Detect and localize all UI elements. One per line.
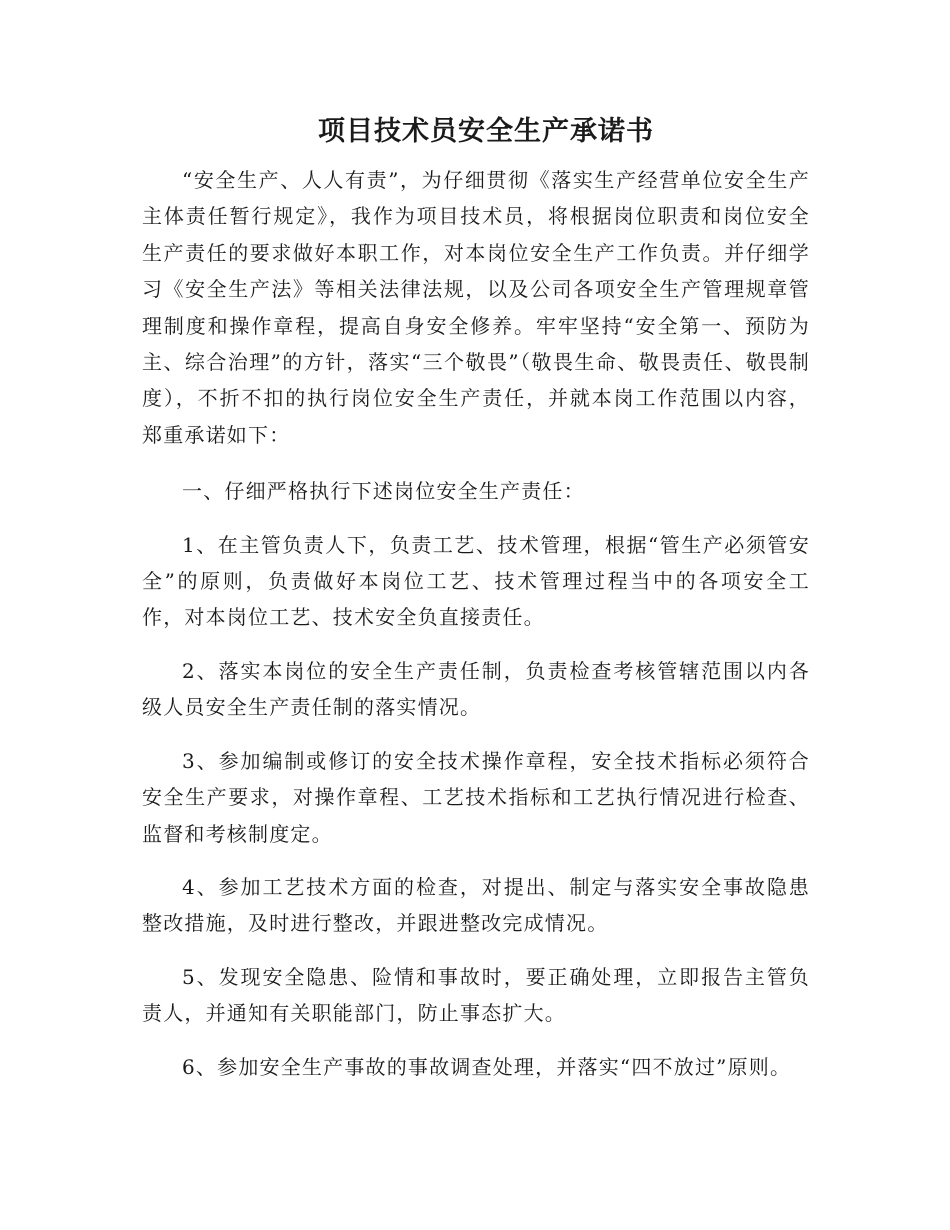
clause-6: 6、参加安全生产事故的事故调查处理，并落实“四不放过”原则。: [182, 1054, 792, 1079]
document-title: 项目技术员安全生产承诺书: [318, 116, 654, 147]
clause-5: 5、发现安全隐患、险情和事故时，要正确处理，立即报告主管负责人，并通知有关职能部门，防止事态扩大。: [142, 964, 810, 1026]
intro-paragraph: “安全生产、人人有责”，为仔细贯彻《落实生产经营单位安全生产主体责任暂行规定》，我作为项目技术员，将根据岗位职责和岗位安全生产责任的要求做好本职工作，对本岗位安全生产工作负责。并仔细学习《安全生产法》等相关法律法规，以及公司各项安全生产管理规章管理制度和操作章程，提高自身安全修养。牢牢坚持“安全第一、预防为主、综合治理”的方针，落实“三个敬畏”（敬畏生命、敬畏责任、敬畏制度），不折不扣的执行岗位安全生产责任，并就本岗工作范围以内容，郑重承诺如下：: [142, 168, 810, 447]
clause-4: 4、参加工艺技术方面的检查，对提出、制定与落实安全事故隐患整改措施，及时进行整改，并跟进整改完成情况。: [142, 874, 810, 936]
clause-1: 1、在主管负责人下，负责工艺、技术管理，根据“管生产必须管安全”的原则，负责做好本岗位工艺、技术管理过程当中的各项安全工作，对本岗位工艺、技术安全负直接责任。: [142, 532, 810, 630]
section-heading: 一、仔细严格执行下述岗位安全生产责任：: [182, 479, 585, 504]
clause-3: 3、参加编制或修订的安全技术操作章程，安全技术指标必须符合安全生产要求，对操作章程、工艺技术指标和工艺执行情况进行检查、监督和考核制度定。: [142, 748, 810, 846]
clause-2: 2、落实本岗位的安全生产责任制，负责检查考核管辖范围以内各级人员安全生产责任制的落实情况。: [142, 658, 810, 720]
